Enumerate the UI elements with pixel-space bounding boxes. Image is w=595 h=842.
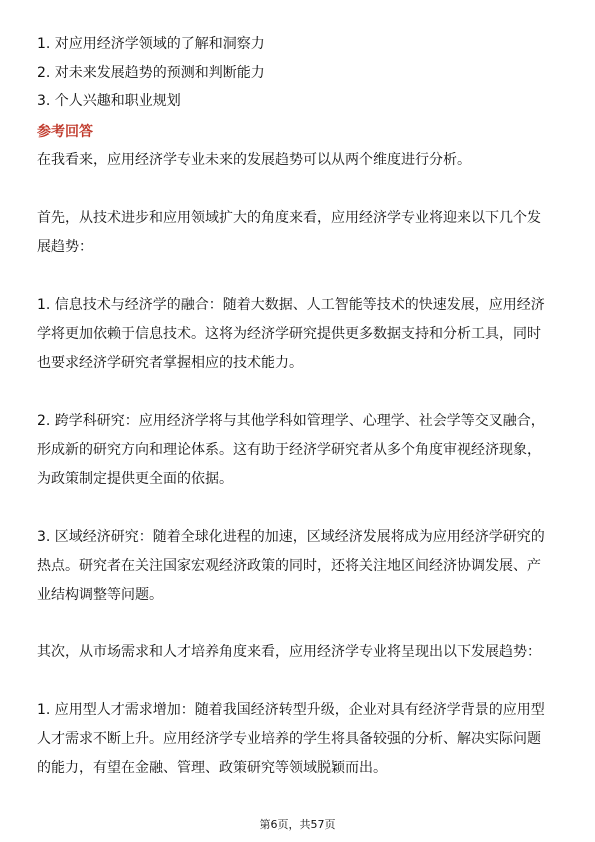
paragraph-line: 展趋势： bbox=[37, 239, 93, 255]
question-item: 1. 对应用经济学领域的了解和洞察力 bbox=[37, 36, 265, 52]
paragraph-line: 1. 应用型人才需求增加：随着我国经济转型升级，企业对具有经济学背景的应用型 bbox=[37, 702, 545, 718]
paragraph-line: 其次，从市场需求和人才培养角度来看，应用经济学专业将呈现出以下发展趋势： bbox=[37, 644, 541, 660]
paragraph-line: 也要求经济学研究者掌握相应的技术能力。 bbox=[37, 355, 303, 371]
paragraph-line: 3. 区域经济研究：随着全球化进程的加速，区域经济发展将成为应用经济学研究的 bbox=[37, 529, 545, 545]
paragraph-line: 的能力，有望在金融、管理、政策研究等领域脱颖而出。 bbox=[37, 760, 387, 776]
paragraph-line: 学将更加依赖于信息技术。这将为经济学研究提供更多数据支持和分析工具，同时 bbox=[37, 326, 541, 342]
page-number: 第6页，共57页 bbox=[259, 818, 336, 831]
paragraph-line: 热点。研究者在关注国家宏观经济政策的同时，还将关注地区间经济协调发展、产 bbox=[37, 558, 541, 574]
paragraph-line: 形成新的研究方向和理论体系。这有助于经济学研究者从多个角度审视经济现象， bbox=[37, 442, 541, 458]
intro-text: 在我看来，应用经济学专业未来的发展趋势可以从两个维度进行分析。 bbox=[37, 152, 471, 168]
answer-label: 参考回答 bbox=[37, 124, 93, 140]
paragraph-line: 人才需求不断上升。应用经济学专业培养的学生将具备较强的分析、解决实际问题 bbox=[37, 731, 541, 747]
paragraph-line: 2. 跨学科研究：应用经济学将与其他学科如管理学、心理学、社会学等交叉融合， bbox=[37, 413, 545, 429]
paragraph-line: 首先，从技术进步和应用领域扩大的角度来看，应用经济学专业将迎来以下几个发 bbox=[37, 210, 541, 226]
paragraph-line: 1. 信息技术与经济学的融合：随着大数据、人工智能等技术的快速发展，应用经济 bbox=[37, 297, 545, 313]
question-item: 3. 个人兴趣和职业规划 bbox=[37, 93, 181, 109]
paragraph-line: 为政策制定提供更全面的依据。 bbox=[37, 471, 233, 487]
question-item: 2. 对未来发展趋势的预测和判断能力 bbox=[37, 65, 265, 81]
paragraph-line: 业结构调整等问题。 bbox=[37, 587, 163, 603]
